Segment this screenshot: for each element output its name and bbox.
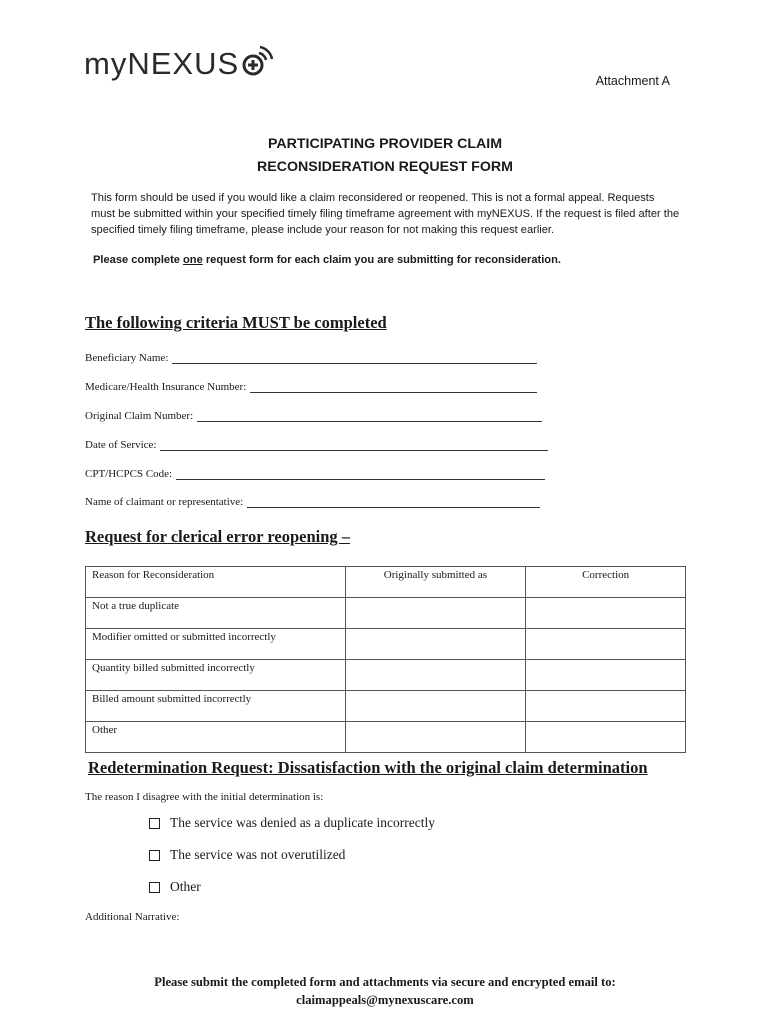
- correction-cell[interactable]: [526, 722, 686, 753]
- correction-cell[interactable]: [526, 691, 686, 722]
- correction-cell[interactable]: [526, 660, 686, 691]
- insurance-number-input[interactable]: [250, 381, 537, 393]
- field-label: Beneficiary Name:: [85, 352, 169, 364]
- one-form-instruction: [93, 254, 561, 266]
- correction-cell[interactable]: [526, 598, 686, 629]
- column-header: Originally submitted as: [345, 567, 526, 598]
- correction-cell[interactable]: [526, 629, 686, 660]
- field-label: Date of Service:: [85, 439, 157, 451]
- option-label: The service was not overutilized: [170, 847, 346, 862]
- attachment-label: Attachment A: [595, 74, 670, 88]
- table-row: [86, 598, 686, 629]
- date-of-service-input[interactable]: [160, 439, 548, 451]
- original-claim-number-input[interactable]: [197, 410, 542, 422]
- mynexus-logo: [84, 44, 274, 79]
- original-claim-number-field: [85, 410, 542, 422]
- checkbox[interactable]: [149, 882, 160, 893]
- reason-cell: Billed amount submitted incorrectly: [86, 691, 346, 722]
- beneficiary-name-input[interactable]: [172, 352, 537, 364]
- checkbox[interactable]: [149, 818, 160, 829]
- originally-submitted-cell[interactable]: [345, 598, 526, 629]
- table-row: [86, 691, 686, 722]
- beneficiary-name-field: [85, 352, 537, 364]
- claimant-name-field: [85, 496, 540, 508]
- option-other[interactable]: [149, 879, 201, 895]
- column-header: Reason for Reconsideration: [86, 567, 346, 598]
- option-duplicate[interactable]: [149, 815, 435, 831]
- reason-cell: Other: [86, 722, 346, 753]
- intro-paragraph: This form should be used if you would like a claim reconsidered or reopened. This is not a formal appeal. Requests must be submitted within your specified timely filing timeframe agreement with myNEXUS. If the request is filed after the specified timely filing timeframe, please include your reason for not making this request earlier.: [91, 192, 680, 236]
- column-header: Correction: [526, 567, 686, 598]
- table-row: [86, 660, 686, 691]
- claimant-name-input[interactable]: [247, 496, 540, 508]
- date-of-service-field: [85, 439, 548, 451]
- clerical-heading: Request for clerical error reopening –: [85, 527, 351, 546]
- option-label: Other: [170, 879, 201, 894]
- logo-text: myNEXUS: [84, 46, 240, 81]
- instruction-post: request form for each claim you are submitting for reconsideration.: [202, 254, 561, 266]
- additional-narrative-label: Additional Narrative:: [85, 911, 180, 923]
- wifi-plus-icon: [240, 44, 274, 78]
- cpt-hcpcs-code-input[interactable]: [176, 468, 545, 480]
- checkbox[interactable]: [149, 850, 160, 861]
- cpt-hcpcs-code-field: [85, 468, 545, 480]
- reason-cell: Modifier omitted or submitted incorrectly: [86, 629, 346, 660]
- field-label: Original Claim Number:: [85, 410, 194, 422]
- submission-footer: [0, 973, 770, 1009]
- table-row: [86, 629, 686, 660]
- redetermination-heading: Redetermination Request: Dissatisfaction with the original claim determination: [88, 758, 648, 777]
- form-title-line1: PARTICIPATING PROVIDER CLAIM: [267, 136, 503, 152]
- table-row: [86, 722, 686, 753]
- originally-submitted-cell[interactable]: [345, 722, 526, 753]
- form-title: [0, 133, 770, 179]
- originally-submitted-cell[interactable]: [345, 660, 526, 691]
- clerical-table: [85, 566, 686, 753]
- table-header-row: [86, 567, 686, 598]
- originally-submitted-cell[interactable]: [345, 691, 526, 722]
- instruction-pre: Please complete: [93, 254, 184, 266]
- reason-cell: Not a true duplicate: [86, 598, 346, 629]
- criteria-heading: The following criteria MUST be completed: [85, 313, 387, 332]
- option-not-overutilized[interactable]: [149, 847, 345, 863]
- field-label: Name of claimant or representative:: [85, 496, 244, 508]
- reason-label: The reason I disagree with the initial determination is:: [85, 791, 324, 803]
- field-label: CPT/HCPCS Code:: [85, 468, 173, 480]
- insurance-number-field: [85, 381, 537, 393]
- footer-instruction: Please submit the completed form and attachments via secure and encrypted email to:: [154, 975, 616, 989]
- reason-cell: Quantity billed submitted incorrectly: [86, 660, 346, 691]
- option-label: The service was denied as a duplicate incorrectly: [170, 815, 436, 830]
- instruction-emphasis: one: [183, 254, 203, 266]
- form-title-line2: RECONSIDERATION REQUEST FORM: [257, 159, 513, 175]
- field-label: Medicare/Health Insurance Number:: [85, 381, 247, 393]
- footer-email: claimappeals@mynexuscare.com: [296, 993, 474, 1007]
- originally-submitted-cell[interactable]: [345, 629, 526, 660]
